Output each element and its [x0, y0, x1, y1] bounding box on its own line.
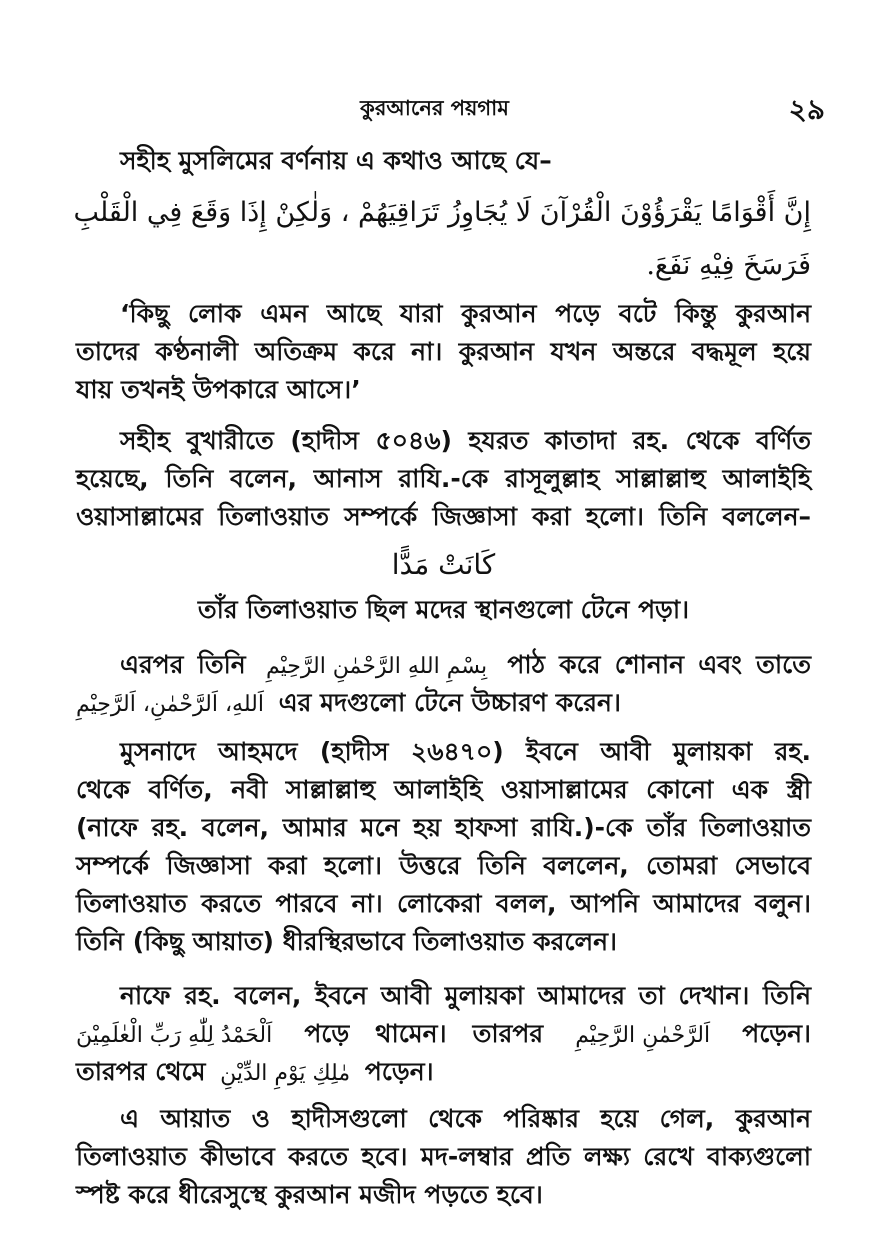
para5-l2-b: পড়েন। — [742, 1019, 811, 1048]
para1-line-3: যায় তখনই উপকারে আসে।’ — [76, 375, 361, 404]
arabic-kanat-madda: كَانَتْ مَدًّا — [391, 548, 496, 581]
arabic-center-wrap — [76, 548, 811, 582]
arabic-maliki-yawmiddin: مٰلِكِ يَوْمِ الدِّيْنِ — [220, 1061, 351, 1086]
page-number: ২৯ — [788, 93, 825, 126]
para4-line-1: মুসনাদে আহমদে (হাদীস ২৬৪৭০) ইবনে আবী মুলায়কা রহ. — [120, 737, 811, 766]
para1-line-1: ‘কিছু লোক এমন আছে যারা কুরআন পড়ে বটে কিন্তু কুরআন — [120, 299, 811, 328]
para2-line-3: ওয়াসাল্লামের তিলাওয়াত সম্পর্কে জিজ্ঞাসা করা হলো। তিনি বললেন– — [76, 502, 811, 531]
para3-l1-a: এরপর তিনি — [120, 650, 246, 679]
para4-line-6: তিনি (কিছু আয়াত) ধীরস্থিরভাবে তিলাওয়াত করলেন। — [76, 927, 617, 956]
para5-l2-a: পড়ে থামেন। তারপর — [304, 1019, 544, 1048]
para4-line-4: সম্পর্কে জিজ্ঞাসা করা হলো। উত্তরে তিনি বললেন, তোমরা সেভাবে — [76, 851, 811, 880]
para3-line-1 — [76, 648, 811, 684]
arabic-hadith-line-1: إِنَّ أَقْوَامًا يَقْرَؤُوْنَ الْقُرْآنَ لَا يُجَاوِزُ تَرَاقِيَهُمْ ، وَلٰكِنْ إِذَا وَقَعَ فِي الْقَلْبِ — [73, 197, 811, 228]
para5-line-3 — [76, 1055, 811, 1091]
para6-line-2: তিলাওয়াত কীভাবে করতে হবে। মদ-লম্বার প্রতি লক্ষ্য রেখে বাক্যগুলো — [76, 1142, 811, 1171]
arabic-alhamdulillah: اَلْحَمْدُ لِلّٰهِ رَبِّ الْعٰلَمِيْنَ — [76, 1023, 273, 1048]
arabic-bismillah: بِسْمِ اللهِ الرَّحْمٰنِ الرَّحِيْمِ — [265, 654, 488, 679]
running-header — [0, 88, 869, 128]
para5-l3-b: পড়েন। — [364, 1057, 434, 1086]
para6-line-1: এ আয়াত ও হাদীসগুলো থেকে পরিষ্কার হয়ে গেল, কুরআন — [120, 1104, 811, 1133]
running-title: কুরআনের পয়গাম — [360, 96, 509, 120]
para3-line-2 — [76, 686, 811, 722]
arabic-allah-rahman-rahim: اَللهِ، اَلرَّحْمٰنِ، اَلرَّحِيْمِ — [76, 692, 264, 717]
para1-intro: সহীহ মুসলিমের বর্ণনায় এ কথাও আছে যে– — [120, 146, 552, 175]
para4-line-5: তিলাওয়াত করতে পারবে না। লোকেরা বলল, আপনি আমাদের বলুন। — [76, 889, 811, 918]
para4-line-3: (নাফে রহ. বলেন, আমার মনে হয় হাফসা রাযি.)-কে তাঁর তিলাওয়াত — [76, 813, 811, 842]
para6-line-3: স্পষ্ট করে ধীরেসুস্থে কুরআন মজীদ পড়তে হবে। — [76, 1180, 543, 1209]
para3-l1-b: পাঠ করে শোনান এবং তাতে — [507, 650, 811, 679]
para2-translation: তাঁর তিলাওয়াত ছিল মদের স্থানগুলো টেনে পড়া। — [197, 595, 690, 624]
para5-line-2 — [76, 1017, 811, 1053]
para4-line-2: থেকে বর্ণিত, নবী সাল্লাল্লাহু আলাইহি ওয়াসাল্লামের কোনো এক স্ত্রী — [76, 775, 811, 804]
para1-line-2: তাদের কণ্ঠনালী অতিক্রম করে না। কুরআন যখন অন্তরে বদ্ধমূল হয়ে — [76, 337, 811, 366]
para5-l3-a: তারপর থেমে — [76, 1057, 206, 1086]
para3-l2-b: এর মদগুলো টেনে উচ্চারণ করেন। — [278, 688, 621, 717]
para5-line-1: নাফে রহ. বলেন, ইবনে আবী মুলায়কা আমাদের তা দেখান। তিনি — [120, 981, 811, 1010]
para2-line-2: হয়েছে, তিনি বলেন, আনাস রাযি.-কে রাসূলুল্লাহ সাল্লাল্লাহু আলাইহি — [76, 464, 811, 493]
arabic-hadith-line-2: فَرَسَخَ فِيْهِ نَفَعَ. — [646, 250, 811, 281]
para2-line-1: সহীহ বুখারীতে (হাদীস ৫০৪৬) হযরত কাতাদা রহ. থেকে বর্ণিত — [120, 426, 811, 455]
arabic-rahman-rahim: اَلرَّحْمٰنِ الرَّحِيْمِ — [575, 1023, 711, 1048]
